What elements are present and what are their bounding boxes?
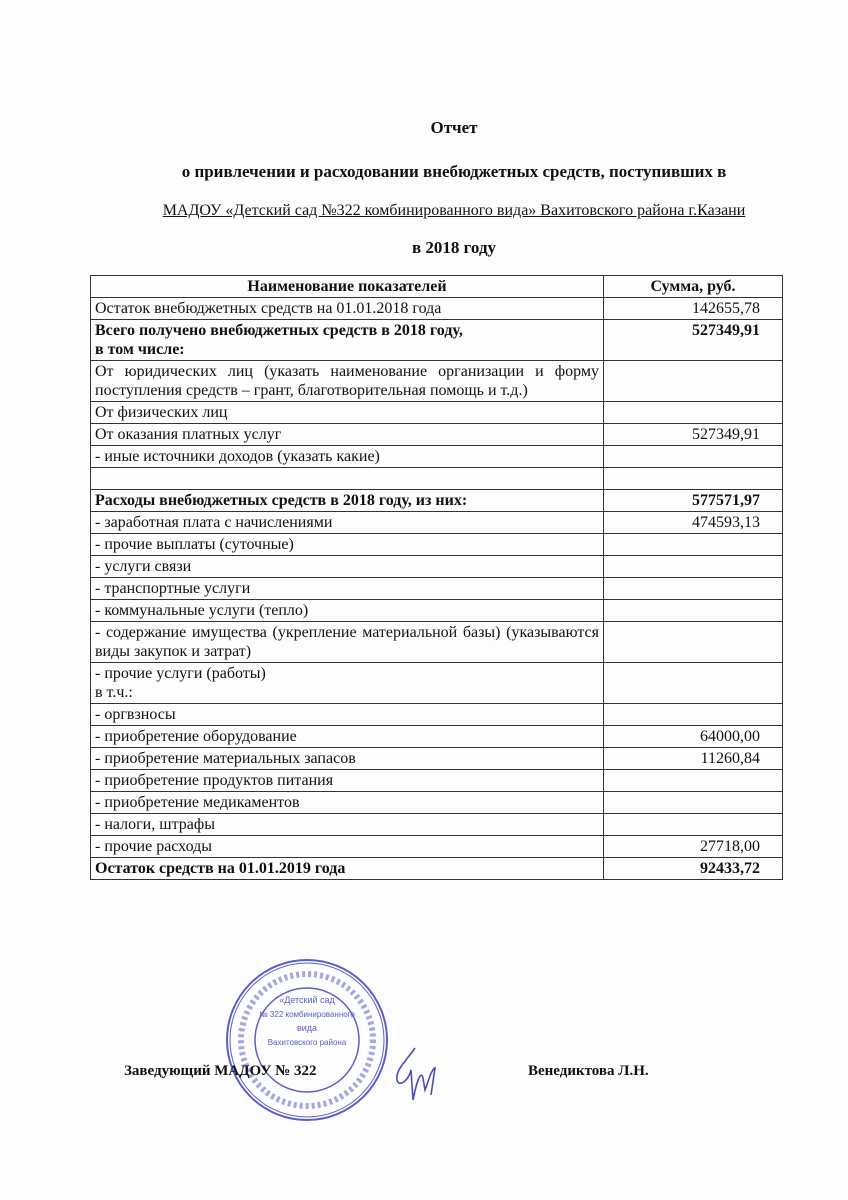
row-name: Остаток внебюджетных средств на 01.01.2018 года [91,298,604,320]
table-row [91,726,783,748]
row-sum [604,663,783,704]
row-sum [604,468,783,490]
row-sum [604,792,783,814]
column-header-sum: Сумма, руб. [604,276,783,298]
table-row [91,556,783,578]
row-sum [604,556,783,578]
row-name: - приобретение медикаментов [91,792,604,814]
table-row [91,320,783,361]
row-name: - налоги, штрафы [91,814,604,836]
table-row [91,446,783,468]
table-row [91,424,783,446]
row-sum [604,402,783,424]
row-sum [604,578,783,600]
row-name: - прочие выплаты (суточные) [91,534,604,556]
table-row [91,663,783,704]
row-name: - приобретение продуктов питания [91,770,604,792]
table-row [91,361,783,402]
row-sum: 11260,84 [604,748,783,770]
row-sum [604,534,783,556]
table-row [91,622,783,663]
row-sum [604,600,783,622]
table-header-row [91,276,783,298]
report-table [90,275,783,880]
row-name: Всего получено внебюджетных средств в 2018 году, в том числе: [91,320,604,361]
row-sum: 92433,72 [604,858,783,880]
row-name: От физических лиц [91,402,604,424]
svg-text:«Детский сад: «Детский сад [279,995,335,1005]
row-name: - приобретение материальных запасов [91,748,604,770]
row-sum [604,622,783,663]
row-name: - заработная плата с начислениями [91,512,604,534]
row-name: От юридических лиц (указать наименование организации и форму поступления средств – грант, благотворительная помощь и т.д.) [91,361,604,402]
table-row [91,814,783,836]
row-name: - оргвзносы [91,704,604,726]
row-name: Расходы внебюджетных средств в 2018 году, из них: [91,490,604,512]
table-row [91,770,783,792]
row-name: - содержание имущества (укрепление материальной базы) (указываются виды закупок и затрат) [91,622,604,663]
report-title: Отчет [430,118,478,137]
table-row [91,534,783,556]
row-sum: 64000,00 [604,726,783,748]
row-sum [604,446,783,468]
table-row [91,704,783,726]
row-sum: 577571,97 [604,490,783,512]
organization-stamp [222,955,392,1125]
table-row [91,298,783,320]
row-sum [604,770,783,792]
table-row [91,512,783,534]
row-name: - приобретение оборудование [91,726,604,748]
table-row [91,792,783,814]
row-sum [604,704,783,726]
row-sum [604,361,783,402]
table-row [91,402,783,424]
organization-text: МАДОУ «Детский сад №322 комбинированного вида» Вахитовского района г.Казани [162,202,746,219]
table-row [91,578,783,600]
row-sum: 474593,13 [604,512,783,534]
table-row [91,468,783,490]
report-subtitle: о привлечении и расходовании внебюджетных средств, поступивших в [181,162,727,181]
row-name: - услуги связи [91,556,604,578]
column-header-name: Наименование показателей [91,276,604,298]
row-name: - иные источники доходов (указать какие) [91,446,604,468]
row-sum [604,814,783,836]
row-name: - транспортные услуги [91,578,604,600]
row-name: Остаток средств на 01.01.2019 года [91,858,604,880]
signatory-position: Заведующий МАДОУ № 322 [124,1063,317,1079]
report-year: в 2018 году [411,238,497,257]
row-sum: 142655,78 [604,298,783,320]
table-row [91,600,783,622]
signatory-name: Венедиктова Л.Н. [528,1063,649,1079]
table-row [91,748,783,770]
row-sum: 527349,91 [604,320,783,361]
row-name [91,468,604,490]
row-name: - прочие расходы [91,836,604,858]
svg-text:вида: вида [296,1023,318,1033]
row-name: - коммунальные услуги (тепло) [91,600,604,622]
row-name: От оказания платных услуг [91,424,604,446]
organization-name [30,202,848,220]
row-name: - прочие услуги (работы) в т.ч.: [91,663,604,704]
signature [385,1040,455,1110]
table-row [91,490,783,512]
table-row [91,858,783,880]
row-sum: 27718,00 [604,836,783,858]
svg-text:Вахитовского района: Вахитовского района [267,1038,347,1047]
table-row [91,836,783,858]
svg-text:№ 322 комбинированного: № 322 комбинированного [259,1010,355,1019]
row-sum: 527349,91 [604,424,783,446]
